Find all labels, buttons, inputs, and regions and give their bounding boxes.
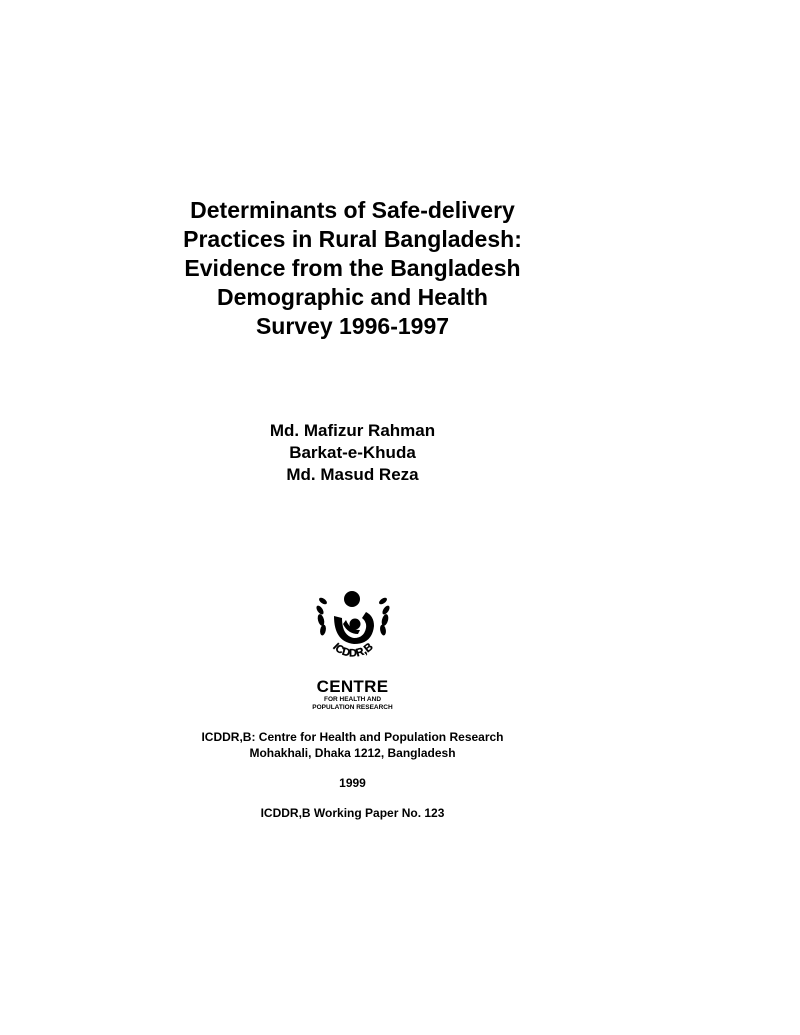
publication-year: 1999 [339, 776, 366, 790]
title-line: Demographic and Health [217, 284, 488, 310]
author-list [200, 420, 505, 486]
author-name: Md. Masud Reza [286, 465, 419, 484]
author-name: Md. Mafizur Rahman [269, 421, 436, 440]
title-line: Survey 1996-1997 [255, 313, 450, 339]
publisher-line: ICDDR,B: Centre for Health and Population Research [201, 730, 504, 744]
publisher-line: Mohakhali, Dhaka 1212, Bangladesh [249, 746, 456, 760]
logo-centre-subtitle [280, 696, 425, 711]
author-name: Barkat-e-Khuda [289, 443, 416, 462]
working-paper-number: ICDDR,B Working Paper No. 123 [260, 806, 445, 820]
title-line: Evidence from the Bangladesh [184, 255, 521, 281]
logo-subtitle-line: FOR HEALTH AND [323, 696, 382, 703]
title-line: Determinants of Safe-delivery [190, 197, 515, 223]
title-line: Practices in Rural Bangladesh: [183, 226, 522, 252]
publisher-address [150, 729, 555, 761]
emblem-text: ICDDR,B [330, 640, 376, 660]
icddrb-logo-icon [312, 586, 394, 668]
logo-subtitle-line: POPULATION RESEARCH [312, 703, 393, 711]
logo-centre-name: CENTRE [316, 677, 389, 696]
document-title [120, 196, 585, 341]
